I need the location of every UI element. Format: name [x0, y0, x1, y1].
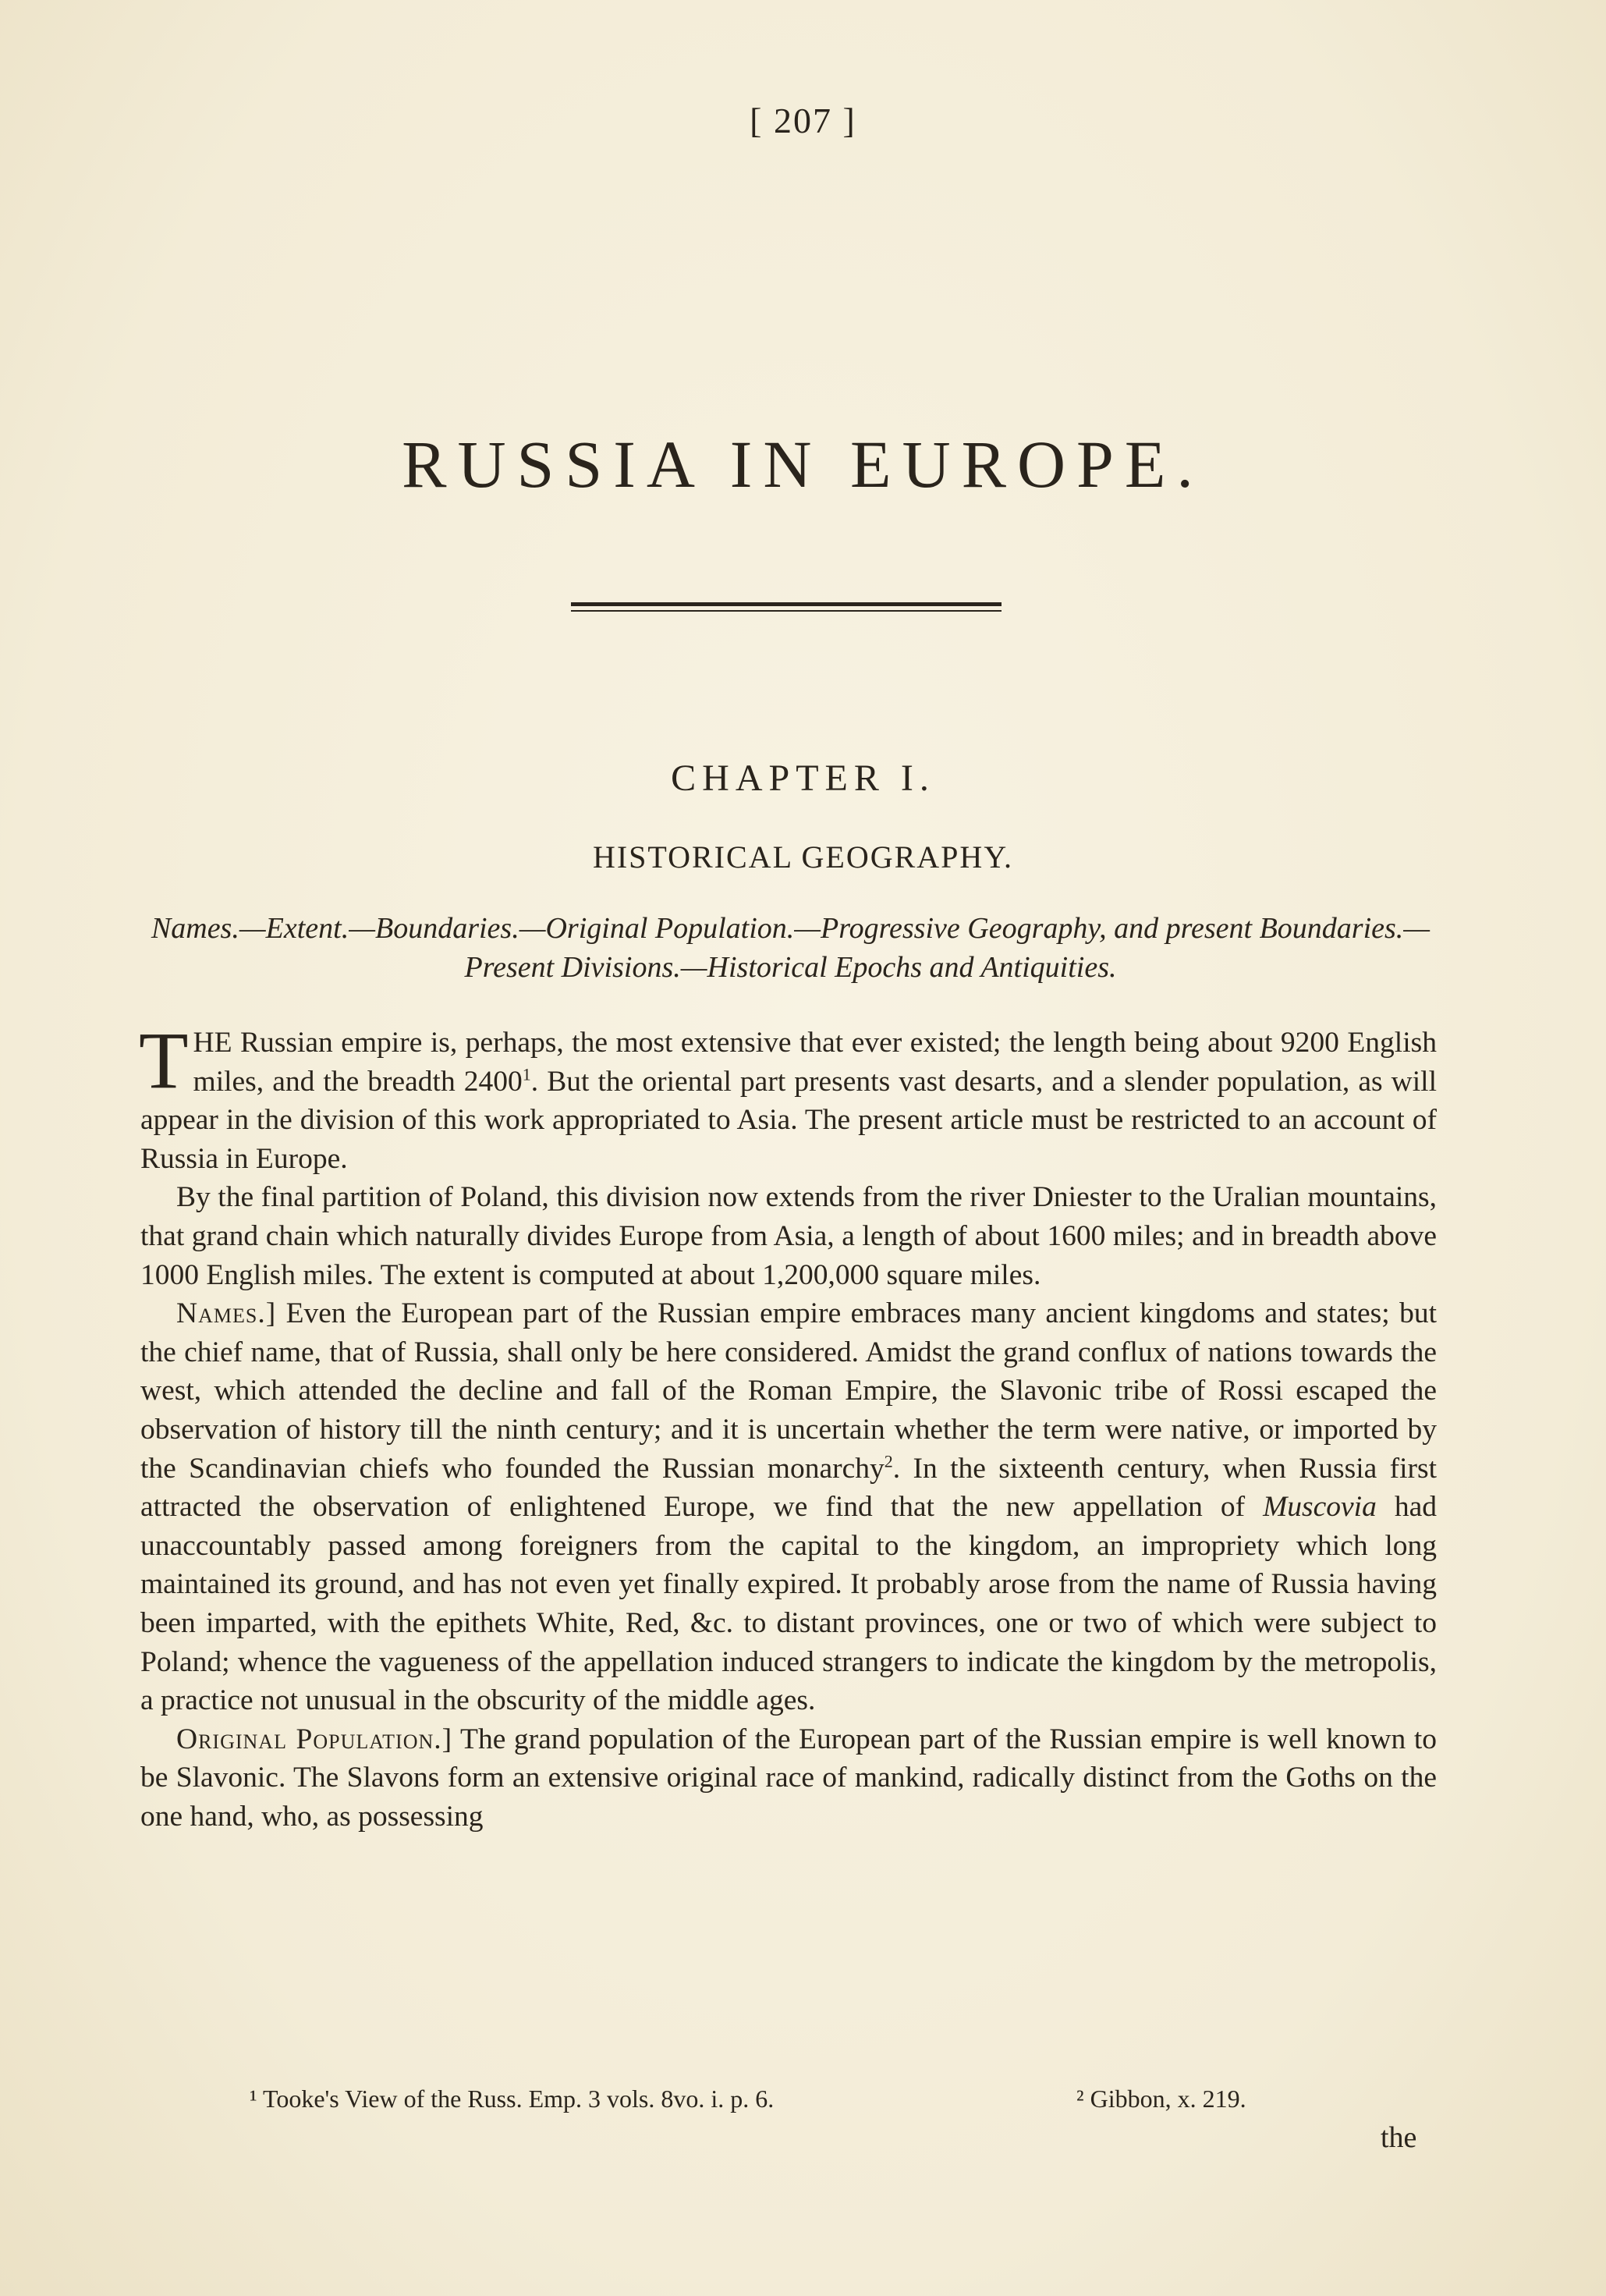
rule-thin-line	[571, 610, 1002, 612]
paragraph-3-text-a: Even the European part of the Russian empire embraces many ancient kingdoms and states; but the chief name, that of Russia, shall only be here considered. Amidst the grand conflux of nations towards the west, which attended the decline and fall of the Roman Empire, the Slavonic tribe of Rossi escaped the observation of history till the ninth century; and it is uncertain whether the term were native, or imported by the Scandinavian chiefs who founded the Russian monarchy	[140, 1297, 1437, 1485]
paragraph-4-text: The grand population of the European part of the Russian empire is well known to be Slavonic. The Slavons form an extensive original race of mankind, radically distinct from the Goths on the one hand, who, as possessing	[140, 1723, 1437, 1833]
footnote-ref-2: 2	[884, 1451, 893, 1471]
paragraph-3	[140, 1294, 1437, 1720]
chapter-heading: CHAPTER I.	[671, 758, 935, 799]
page-number: [ 207 ]	[750, 101, 856, 140]
paragraph-3-label: Names.]	[176, 1297, 277, 1330]
paragraph-3-italic: Muscovia	[1263, 1491, 1377, 1524]
footnote-1: ¹ Tooke's View of the Russ. Emp. 3 vols. 8vo. i. p. 6.	[250, 2085, 775, 2113]
paragraph-1-text-end: . But the oriental part presents vast desarts, and a slender population, as will appear in the division of this work appropriated to Asia. The present article must be restricted to an account of Russia in Europe.	[140, 1065, 1437, 1175]
paragraph-3-text-b: . In the sixteenth century, when Russia first attracted the observation of enlightened Europe, we find that the new appellation of	[140, 1452, 1438, 1524]
paragraph-2-text: By the final partition of Poland, this division now extends from the river Dniester to the Uralian mountains, that grand chain which naturally divides Europe from Asia, a length of about 1600 miles; and in breadth above 1000 English miles. The extent is computed at about 1,200,000 square miles.	[140, 1181, 1437, 1291]
page-title: RUSSIA IN EUROPE.	[402, 427, 1204, 502]
paragraph-4	[140, 1720, 1437, 1836]
drop-cap: T	[139, 1016, 189, 1105]
chapter-subtitle: HISTORICAL GEOGRAPHY.	[592, 839, 1014, 875]
paragraph-4-label: Original Population.]	[176, 1723, 453, 1755]
title-rule	[571, 602, 1002, 613]
paragraph-2	[140, 1178, 1437, 1294]
body-text	[139, 1016, 1438, 1836]
chapter-contents: Names.—Extent.—Boundaries.—Original Population.—Progressive Geography, and present Boundaries.—Present Divisions.—Historical Epochs and Antiquities.	[151, 912, 1431, 984]
footnote-ref-1: 1	[522, 1064, 531, 1084]
footnote-2: ² Gibbon, x. 219.	[1076, 2085, 1246, 2113]
rule-thick-line	[571, 602, 1002, 606]
catchword: the	[1381, 2121, 1417, 2154]
paragraph-3-text-c: had unaccountably passed among foreigners from the capital to the kingdom, an impropriety which long maintained its ground, and has not even yet finally expired. It probably arose from the name of Russia having been imparted, with the epithets White, Red, &c. to distant provinces, one or two of which were subject to Poland; whence the vagueness of the appellation induced strangers to indicate the kingdom by the metropolis, a practice not unusual in the obscurity of the middle ages.	[140, 1491, 1437, 1717]
paragraph-1	[139, 1016, 1437, 1178]
paragraph-1-text: HE Russian empire is, perhaps, the most extensive that ever existed; the length being about 9200 English miles, and the breadth 2400	[193, 1027, 1437, 1098]
